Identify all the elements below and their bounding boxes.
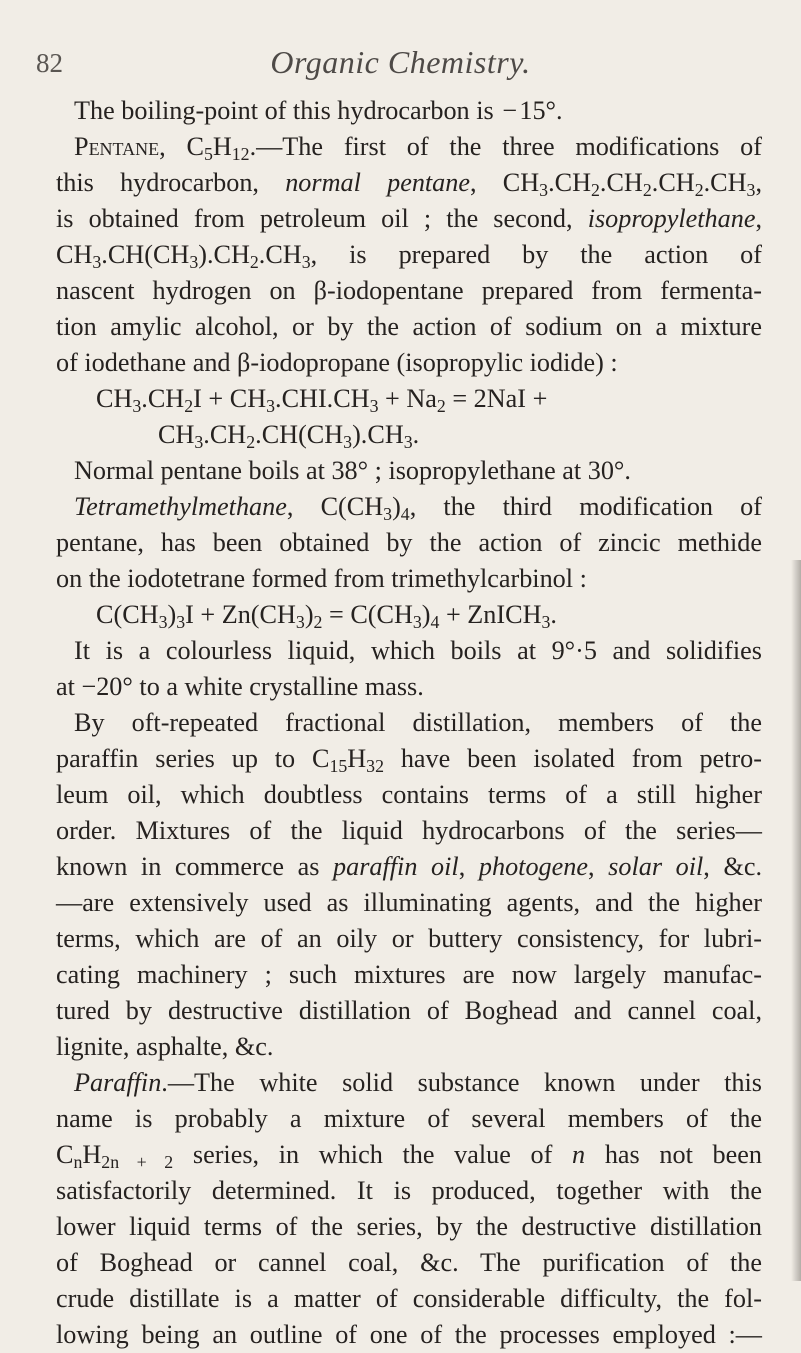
text-line-30: $C_nH_{2n + 2}$ series, in which the value of n has not been: [56, 1140, 762, 1172]
body-text: [56, 93, 762, 1353]
page-number: 82: [36, 48, 63, 78]
text-line-20: leum oil, which doubtless contains terms of a still higher: [56, 780, 762, 809]
page-edge-shadow: [791, 560, 801, 1281]
text-line-31: satisfactorily determined. It is produced, together with the: [56, 1176, 762, 1205]
text-line-8: of iodethane and β-iodopropane (isopropylic iodide) :: [56, 348, 618, 377]
text-line-21: order. Mixtures of the liquid hydrocarbons of the series—: [56, 816, 762, 845]
text-line-24: terms, which are of an oily or buttery consistency, for lubri-: [56, 924, 762, 953]
text-line-27: lignite, asphalte, &c.: [56, 1032, 274, 1061]
text-line-14: on the iodotetrane formed from trimethylcarbinol :: [56, 564, 587, 593]
text-line-16: It is a colourless liquid, which boils at 9°·5 and solidifies: [74, 636, 762, 665]
text-line-25: cating machinery ; such mixtures are now largely manufac-: [56, 960, 762, 989]
text-line-32: lower liquid terms of the series, by the destructive distillation: [56, 1212, 762, 1241]
text-line-3: this hydrocarbon, normal pentane, $CH_3.CH_2.CH_2.CH_2.CH_3$,: [56, 168, 762, 200]
text-line-5: $CH_3.CH(CH_3).CH_2.CH_3$, is prepared by the action of: [56, 240, 762, 272]
text-line-10: $CH_3.CH_2.CH(CH_3).CH_3$.: [158, 420, 420, 452]
text-line-13: pentane, has been obtained by the action of zincic methide: [56, 528, 762, 557]
text-line-4: is obtained from petroleum oil ; the second, isopropylethane,: [56, 204, 762, 233]
running-title: Organic Chemistry.: [270, 44, 531, 80]
text-line-19: paraffin series up to $C_{15}H_{32}$ have been isolated from petro-: [56, 744, 762, 776]
page-header: [36, 44, 765, 84]
text-line-22: known in commerce as paraffin oil, photogene, solar oil, &c.: [56, 852, 763, 881]
text-line-1: The boiling-point of this hydrocarbon is − 15°.: [74, 96, 563, 125]
text-line-2: Pentane, $C_5H_{12}.—The$ first of the three modifications of: [74, 132, 762, 164]
text-line-11: Normal pentane boils at 38° ; isopropylethane at 30°.: [74, 456, 631, 485]
text-line-28: Paraffin.—The white solid substance known under this: [74, 1068, 762, 1097]
text-line-18: By oft-repeated fractional distillation, members of the: [74, 708, 762, 737]
text-line-17: at −20° to a white crystalline mass.: [56, 672, 424, 701]
text-line-33: of Boghead or cannel coal, &c. The purification of the: [56, 1248, 762, 1277]
text-line-34: crude distillate is a matter of considerable difficulty, the fol-: [56, 1284, 762, 1313]
text-line-29: name is probably a mixture of several members of the: [56, 1104, 762, 1133]
text-line-7: tion amylic alcohol, or by the action of sodium on a mixture: [56, 312, 762, 341]
text-line-12: Tetramethylmethane, $C(CH_3)_4$, the third modification of: [74, 492, 762, 524]
text-line-9: $CH_3.CH_2I + CH_3.CHI.CH_3 + Na_2 = 2NaI$ +: [96, 384, 548, 416]
text-line-35: lowing being an outline of one of the processes employed :—: [56, 1320, 762, 1349]
text-line-26: tured by destructive distillation of Boghead and cannel coal,: [56, 996, 762, 1025]
text-line-15: $C(CH_3)_3I + Zn(CH_3)_2 = C(CH_3)_4$ + ZnICH$_3$.: [96, 600, 557, 632]
text-line-23: —are extensively used as illuminating agents, and the higher: [56, 888, 762, 917]
text-line-6: nascent hydrogen on β-iodopentane prepared from fermenta-: [56, 276, 762, 305]
